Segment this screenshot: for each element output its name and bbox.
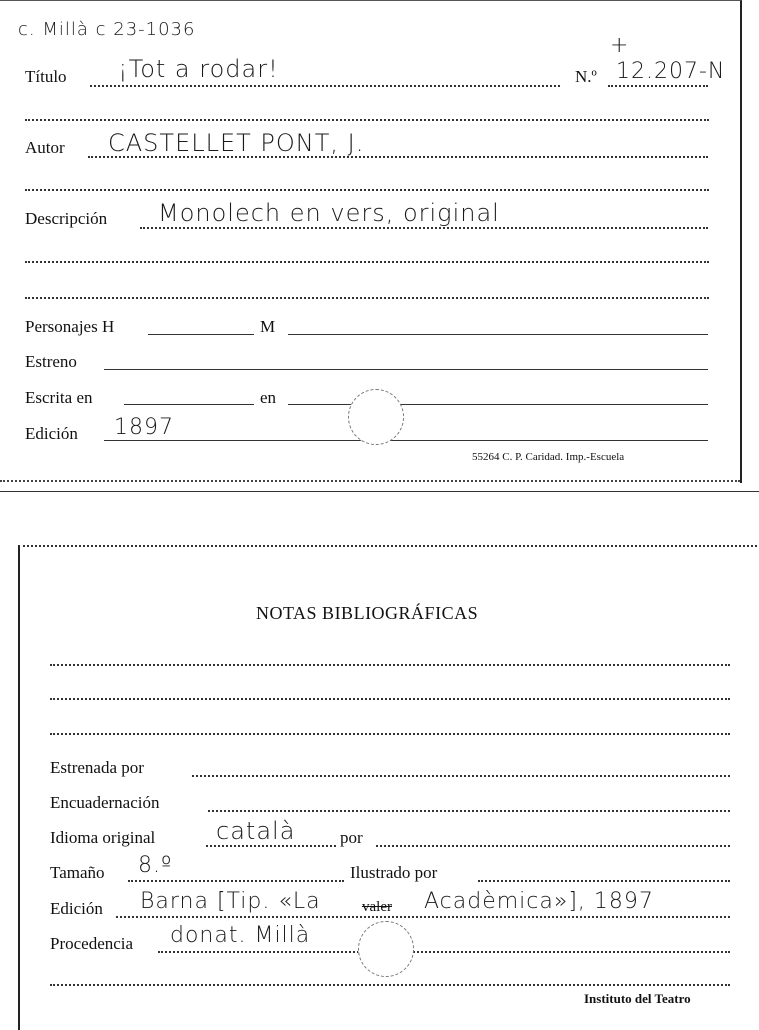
descripcion-label: Descripción	[25, 209, 108, 228]
idioma-value: català	[216, 817, 296, 845]
institution-imprint: Instituto del Teatro	[584, 991, 691, 1006]
personajes-h-line	[148, 334, 254, 335]
idioma-por-line	[376, 845, 730, 847]
ilustrado-label: Ilustrado por	[350, 863, 438, 882]
estreno-line	[104, 369, 708, 370]
archive-reference: c. Millà c 23-1036	[18, 19, 196, 40]
procedencia-label: Procedencia	[50, 934, 134, 953]
tamano-value: 8.º	[138, 853, 173, 878]
catalog-card-title	[0, 0, 742, 483]
blank-line	[50, 698, 730, 700]
escrita-en-label: en	[260, 388, 277, 407]
estreno-label: Estreno	[25, 352, 77, 371]
estrenada-label: Estrenada por	[50, 758, 144, 777]
blank-line	[50, 664, 730, 666]
escrita-label: Escrita en	[25, 388, 93, 407]
procedencia-value: donat. Millà	[170, 923, 311, 948]
edicion2-line	[116, 916, 730, 918]
personajes-label: Personajes H	[25, 317, 115, 336]
edicion-value: 1897	[114, 415, 174, 440]
card-separator	[0, 491, 759, 492]
printer-imprint: 55264 C. P. Caridad. Imp.-Escuela	[472, 451, 625, 463]
numero-value: 12.207-N	[616, 59, 726, 84]
edicion2-label: Edición	[50, 899, 103, 918]
estrenada-line	[192, 775, 730, 777]
escrita-line	[124, 404, 254, 405]
personajes-m-line	[288, 334, 708, 335]
numero-label: N.º	[575, 67, 597, 86]
titulo-value: ¡Tot a rodar!	[118, 55, 279, 83]
autor-label: Autor	[25, 138, 65, 157]
blank-line	[50, 733, 730, 735]
tamano-label: Tamaño	[50, 863, 105, 882]
autor-value: CASTELLET PONT, J.	[108, 129, 365, 157]
catalog-card-notes	[18, 545, 759, 1030]
personajes-m-label: M	[260, 317, 276, 336]
encuadernacion-label: Encuadernación	[50, 793, 160, 812]
idioma-line	[206, 845, 336, 847]
blank-line	[50, 984, 730, 986]
edicion2-value-b: Acadèmica»], 1897	[424, 889, 654, 914]
card-edge-dots	[0, 480, 740, 482]
blank-line	[25, 261, 709, 263]
edicion-label: Edición	[25, 424, 78, 443]
numero-line	[608, 85, 708, 87]
procedencia-line	[158, 951, 730, 953]
stamp-circle	[348, 389, 404, 445]
blank-line	[25, 297, 709, 299]
titulo-label: Título	[25, 67, 67, 86]
stamp-circle	[358, 921, 414, 977]
blank-line	[25, 189, 709, 191]
blank-line	[25, 119, 709, 121]
idioma-por-label: por	[340, 828, 363, 847]
encuadernacion-line	[208, 810, 730, 812]
descripcion-value: Monolech en vers, original	[158, 199, 500, 227]
titulo-line	[90, 85, 560, 87]
notes-heading: NOTAS BIBLIOGRÁFICAS	[256, 603, 479, 623]
idioma-label: Idioma original	[50, 828, 156, 847]
edicion-line	[104, 440, 708, 441]
edicion2-struck-word: valer	[362, 899, 392, 915]
descripcion-line	[140, 227, 708, 229]
edicion2-value-a: Barna [Tip. «La	[140, 889, 321, 914]
cross-mark: +	[610, 33, 630, 58]
tamano-line	[128, 880, 344, 882]
ilustrado-line	[478, 880, 730, 882]
